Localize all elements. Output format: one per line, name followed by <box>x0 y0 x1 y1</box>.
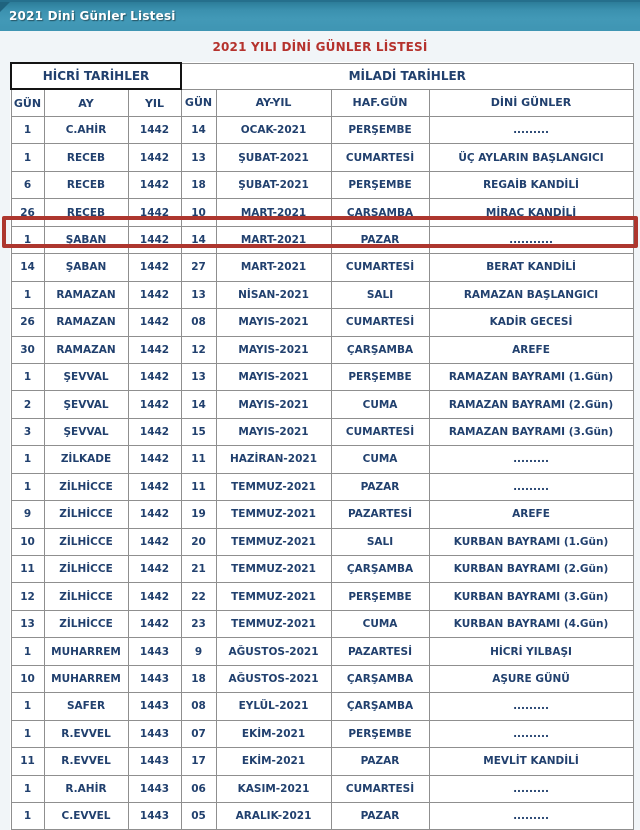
table-row <box>11 775 633 802</box>
table-cell: AĞUSTOS-2021 <box>216 665 331 692</box>
table-cell: ......... <box>429 473 633 500</box>
table-cell: 1443 <box>128 775 181 802</box>
table-cell: MEVLİT KANDİLİ <box>429 748 633 775</box>
table-cell: AŞURE GÜNÜ <box>429 665 633 692</box>
table-cell: RAMAZAN BAYRAMI (2.Gün) <box>429 391 633 418</box>
table-cell: ......... <box>429 802 633 829</box>
table-cell: HİCRİ YILBAŞI <box>429 638 633 665</box>
table-cell: 1 <box>11 363 44 390</box>
table-row <box>11 254 633 281</box>
table-cell: PERŞEMBE <box>331 171 429 198</box>
table-cell: ZİLHİCCE <box>44 610 128 637</box>
table-cell: 1442 <box>128 473 181 500</box>
table-cell: 30 <box>11 336 44 363</box>
table-cell: 1 <box>11 473 44 500</box>
table-cell: 1442 <box>128 610 181 637</box>
table-cell: RECEB <box>44 171 128 198</box>
table-cell: ÇARŞAMBA <box>331 665 429 692</box>
table-cell: RECEB <box>44 144 128 171</box>
table-row <box>11 748 633 775</box>
table-cell: ........... <box>429 226 633 253</box>
table-row <box>11 610 633 637</box>
table-cell: ÇARŞAMBA <box>331 556 429 583</box>
table-cell: 1443 <box>128 720 181 747</box>
table-cell: 1 <box>11 693 44 720</box>
table-cell: ......... <box>429 446 633 473</box>
table-cell: 11 <box>11 556 44 583</box>
table-row <box>11 720 633 747</box>
table-cell: SALI <box>331 281 429 308</box>
table-row <box>11 665 633 692</box>
table-cell: 12 <box>181 336 216 363</box>
table-cell: 22 <box>181 583 216 610</box>
table-cell: KURBAN BAYRAMI (1.Gün) <box>429 528 633 555</box>
table-row <box>11 501 633 528</box>
table-cell: CUMARTESİ <box>331 775 429 802</box>
table-cell: ZİLHİCCE <box>44 556 128 583</box>
table-cell: 3 <box>11 418 44 445</box>
table-cell: ......... <box>429 693 633 720</box>
group-header-hicri: HİCRİ TARİHLER <box>11 63 181 89</box>
table-row <box>11 528 633 555</box>
table-cell: PAZAR <box>331 226 429 253</box>
table-cell: EKİM-2021 <box>216 720 331 747</box>
table-cell: 26 <box>11 199 44 226</box>
table-cell: ŞEVVAL <box>44 418 128 445</box>
table-cell: CUMA <box>331 391 429 418</box>
table-cell: ŞEVVAL <box>44 363 128 390</box>
table-row <box>11 418 633 445</box>
table-cell: PERŞEMBE <box>331 117 429 144</box>
table-cell: 1442 <box>128 583 181 610</box>
table-cell: ŞABAN <box>44 254 128 281</box>
table-cell: EKİM-2021 <box>216 748 331 775</box>
table-cell: 10 <box>181 199 216 226</box>
table-cell: SALI <box>331 528 429 555</box>
table-cell: R.EVVEL <box>44 748 128 775</box>
table-cell: MART-2021 <box>216 199 331 226</box>
table-cell: 13 <box>181 281 216 308</box>
table-cell: 11 <box>181 473 216 500</box>
table-cell: RAMAZAN BAYRAMI (1.Gün) <box>429 363 633 390</box>
table-cell: NİSAN-2021 <box>216 281 331 308</box>
table-cell: AREFE <box>429 336 633 363</box>
table-cell: 08 <box>181 693 216 720</box>
table-cell: 17 <box>181 748 216 775</box>
column-header-dini-gunler: DİNİ GÜNLER <box>429 89 633 117</box>
group-header-row <box>11 63 633 89</box>
table-cell: 1442 <box>128 501 181 528</box>
table-cell: CUMARTESİ <box>331 144 429 171</box>
table-cell: ......... <box>429 775 633 802</box>
table-cell: ZİLHİCCE <box>44 583 128 610</box>
table-cell: R.AHİR <box>44 775 128 802</box>
table-cell: TEMMUZ-2021 <box>216 583 331 610</box>
table-cell: PAZAR <box>331 748 429 775</box>
table-cell: 1 <box>11 226 44 253</box>
table-cell: 1 <box>11 144 44 171</box>
table-cell: PAZARTESİ <box>331 501 429 528</box>
table-cell: MAYIS-2021 <box>216 391 331 418</box>
table-cell: MAYIS-2021 <box>216 309 331 336</box>
table-cell: 18 <box>181 171 216 198</box>
table-cell: 08 <box>181 309 216 336</box>
table-cell: 07 <box>181 720 216 747</box>
table-cell: 1 <box>11 117 44 144</box>
table-cell: HAZİRAN-2021 <box>216 446 331 473</box>
table-cell: 1443 <box>128 748 181 775</box>
table-cell: 1442 <box>128 336 181 363</box>
table-cell: ZİLHİCCE <box>44 501 128 528</box>
table-row <box>11 583 633 610</box>
table-cell: CUMARTESİ <box>331 418 429 445</box>
table-cell: BERAT KANDİLİ <box>429 254 633 281</box>
table-cell: 11 <box>11 748 44 775</box>
table-cell: ......... <box>429 720 633 747</box>
table-cell: 1 <box>11 446 44 473</box>
table-header <box>11 63 633 117</box>
table-row <box>11 802 633 829</box>
table-cell: EYLÜL-2021 <box>216 693 331 720</box>
table-cell: 1442 <box>128 171 181 198</box>
table-row <box>11 638 633 665</box>
table-cell: AREFE <box>429 501 633 528</box>
table-cell: CUMARTESİ <box>331 309 429 336</box>
table-cell: 1442 <box>128 391 181 418</box>
table-row <box>11 556 633 583</box>
table-cell: KURBAN BAYRAMI (2.Gün) <box>429 556 633 583</box>
table-cell: CUMA <box>331 446 429 473</box>
table-cell: 1442 <box>128 418 181 445</box>
table-cell: 2 <box>11 391 44 418</box>
table-cell: KADİR GECESİ <box>429 309 633 336</box>
table-cell: ÇARŞAMBA <box>331 199 429 226</box>
table-cell: 13 <box>181 363 216 390</box>
column-header-row <box>11 89 633 117</box>
table-cell: 1442 <box>128 254 181 281</box>
table-row <box>11 336 633 363</box>
table-cell: 18 <box>181 665 216 692</box>
table-cell: 14 <box>181 226 216 253</box>
table-cell: 1442 <box>128 446 181 473</box>
table-cell: 1443 <box>128 802 181 829</box>
table-cell: PERŞEMBE <box>331 720 429 747</box>
table-cell: 1442 <box>128 363 181 390</box>
table-cell: 1 <box>11 720 44 747</box>
table-cell: KURBAN BAYRAMI (3.Gün) <box>429 583 633 610</box>
table-cell: 1443 <box>128 665 181 692</box>
table-cell: 9 <box>181 638 216 665</box>
table-cell: ......... <box>429 117 633 144</box>
table-cell: 1 <box>11 802 44 829</box>
table-cell: ŞUBAT-2021 <box>216 171 331 198</box>
table-cell: 1442 <box>128 226 181 253</box>
table-row <box>11 693 633 720</box>
table-cell: SAFER <box>44 693 128 720</box>
column-header-ay-yil: AY-YIL <box>216 89 331 117</box>
table-cell: KASIM-2021 <box>216 775 331 802</box>
table-cell: RAMAZAN <box>44 309 128 336</box>
table-cell: 14 <box>181 391 216 418</box>
table-cell: ÇARŞAMBA <box>331 693 429 720</box>
table-cell: ŞEVVAL <box>44 391 128 418</box>
table-cell: OCAK-2021 <box>216 117 331 144</box>
column-header-haf-gun: HAF.GÜN <box>331 89 429 117</box>
table-cell: 10 <box>11 665 44 692</box>
table-cell: RECEB <box>44 199 128 226</box>
table-cell: MART-2021 <box>216 254 331 281</box>
table-cell: 21 <box>181 556 216 583</box>
table-cell: PERŞEMBE <box>331 583 429 610</box>
table-cell: RAMAZAN <box>44 336 128 363</box>
table-cell: R.EVVEL <box>44 720 128 747</box>
table-cell: 1442 <box>128 144 181 171</box>
table-cell: 19 <box>181 501 216 528</box>
table-cell: ZİLHİCCE <box>44 528 128 555</box>
table-row <box>11 446 633 473</box>
table-cell: MAYIS-2021 <box>216 418 331 445</box>
table-cell: ÜÇ AYLARIN BAŞLANGICI <box>429 144 633 171</box>
table-cell: ZİLKADE <box>44 446 128 473</box>
table-cell: REGAİB KANDİLİ <box>429 171 633 198</box>
table-cell: RAMAZAN <box>44 281 128 308</box>
page-title: 2021 YILI DİNİ GÜNLER LİSTESİ <box>212 40 428 54</box>
table-cell: 13 <box>11 610 44 637</box>
table-cell: KURBAN BAYRAMI (4.Gün) <box>429 610 633 637</box>
table-cell: TEMMUZ-2021 <box>216 501 331 528</box>
table-cell: 1443 <box>128 693 181 720</box>
table-cell: 9 <box>11 501 44 528</box>
table-cell: MİRAC KANDİLİ <box>429 199 633 226</box>
table-cell: CUMA <box>331 610 429 637</box>
table-cell: RAMAZAN BAŞLANGICI <box>429 281 633 308</box>
column-header-hicri-yil: YIL <box>128 89 181 117</box>
table-row <box>11 281 633 308</box>
table-cell: 1442 <box>128 117 181 144</box>
table-cell: PAZAR <box>331 473 429 500</box>
table-cell: C.AHİR <box>44 117 128 144</box>
table-cell: 05 <box>181 802 216 829</box>
table-cell: 13 <box>181 144 216 171</box>
table-cell: 1442 <box>128 309 181 336</box>
table-cell: TEMMUZ-2021 <box>216 528 331 555</box>
table-cell: 14 <box>181 117 216 144</box>
table-cell: MUHARREM <box>44 665 128 692</box>
table-cell: 1 <box>11 281 44 308</box>
table-row <box>11 144 633 171</box>
table-cell: TEMMUZ-2021 <box>216 556 331 583</box>
table-cell: 6 <box>11 171 44 198</box>
window-title-bar <box>0 0 640 31</box>
table-cell: 1442 <box>128 528 181 555</box>
column-header-hicri-gun: GÜN <box>11 89 44 117</box>
religious-days-table <box>10 62 634 830</box>
table-cell: AĞUSTOS-2021 <box>216 638 331 665</box>
table-cell: MUHARREM <box>44 638 128 665</box>
table-cell: C.EVVEL <box>44 802 128 829</box>
table-cell: MAYIS-2021 <box>216 336 331 363</box>
table-row <box>11 117 633 144</box>
table-cell: MAYIS-2021 <box>216 363 331 390</box>
table-cell: 26 <box>11 309 44 336</box>
table-cell: PERŞEMBE <box>331 363 429 390</box>
table-row <box>11 363 633 390</box>
table-cell: 14 <box>11 254 44 281</box>
table-cell: 1 <box>11 638 44 665</box>
table-cell: CUMARTESİ <box>331 254 429 281</box>
table-row <box>11 226 633 253</box>
table-cell: 23 <box>181 610 216 637</box>
table-cell: 27 <box>181 254 216 281</box>
table-cell: 10 <box>11 528 44 555</box>
table-cell: MART-2021 <box>216 226 331 253</box>
table-cell: 1 <box>11 775 44 802</box>
table-cell: ŞABAN <box>44 226 128 253</box>
table-cell: PAZAR <box>331 802 429 829</box>
column-header-miladi-gun: GÜN <box>181 89 216 117</box>
table-cell: ARALIK-2021 <box>216 802 331 829</box>
table-cell: 11 <box>181 446 216 473</box>
table-row <box>11 391 633 418</box>
table-cell: 06 <box>181 775 216 802</box>
table-row <box>11 309 633 336</box>
table-cell: 1442 <box>128 199 181 226</box>
table-cell: 20 <box>181 528 216 555</box>
table-cell: 15 <box>181 418 216 445</box>
window-title: 2021 Dini Günler Listesi <box>9 9 176 23</box>
column-header-hicri-ay: AY <box>44 89 128 117</box>
table-cell: 12 <box>11 583 44 610</box>
group-header-miladi: MİLADİ TARİHLER <box>181 63 633 89</box>
table-row <box>11 473 633 500</box>
table-cell: TEMMUZ-2021 <box>216 473 331 500</box>
table-cell: TEMMUZ-2021 <box>216 610 331 637</box>
table-body <box>11 117 633 830</box>
table-cell: 1443 <box>128 638 181 665</box>
table-row <box>11 171 633 198</box>
table-cell: ŞUBAT-2021 <box>216 144 331 171</box>
table-row <box>11 199 633 226</box>
table-cell: ZİLHİCCE <box>44 473 128 500</box>
table-cell: 1442 <box>128 556 181 583</box>
table-cell: PAZARTESİ <box>331 638 429 665</box>
table-cell: RAMAZAN BAYRAMI (3.Gün) <box>429 418 633 445</box>
table-cell: 1442 <box>128 281 181 308</box>
table-cell: ÇARŞAMBA <box>331 336 429 363</box>
